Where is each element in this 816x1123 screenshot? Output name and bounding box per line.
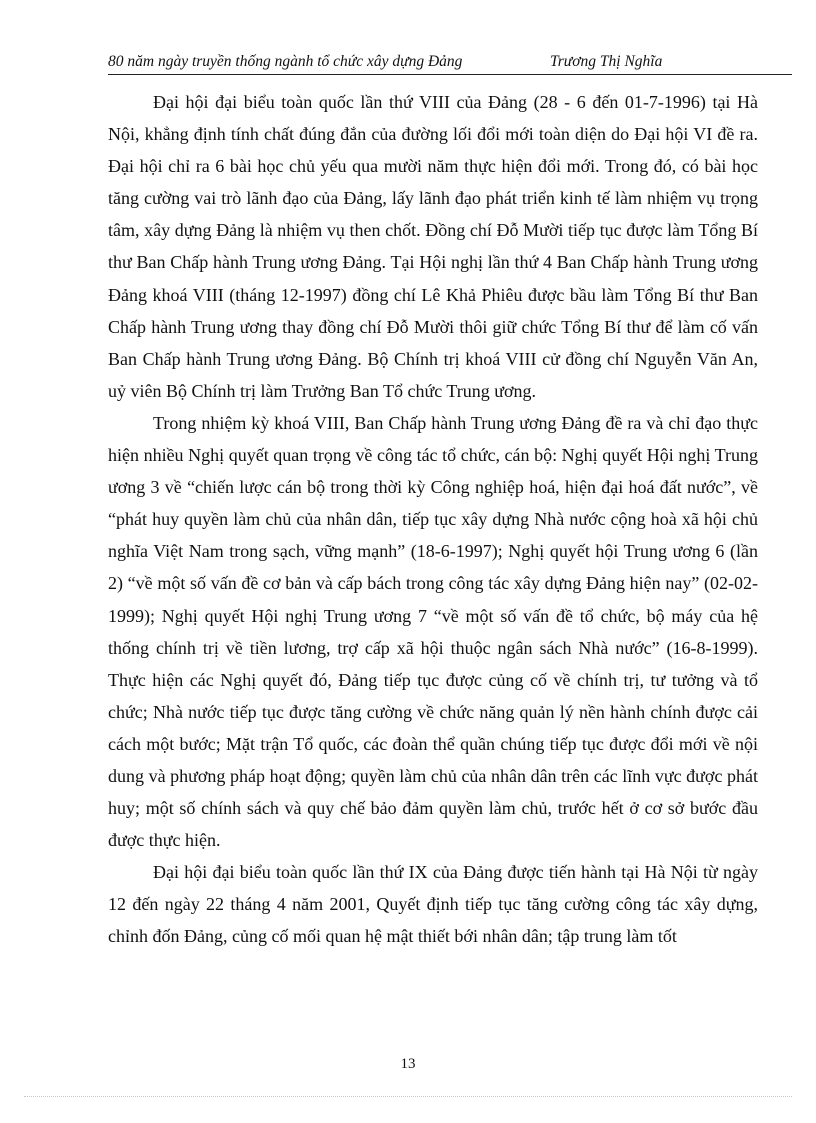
header-author: Trương Thị Nghĩa [550, 53, 663, 70]
page-break-divider [24, 1096, 792, 1097]
page-header [108, 50, 792, 75]
paragraph: Đại hội đại biểu toàn quốc lần thứ IX của Đảng được tiến hành tại Hà Nội từ ngày 12 đến ngày 22 tháng 4 năm 2001, Quyết định tiếp tục tăng cường công tác xây dựng, chỉnh đốn Đảng, củng cố mối quan hệ mật thiết bới nhân dân; tập trung làm tốt [108, 862, 758, 947]
body-text [108, 86, 758, 953]
header-title: 80 năm ngày truyền thống ngành tổ chức xây dựng Đảng [108, 53, 463, 70]
paragraph: Trong nhiệm kỳ khoá VIII, Ban Chấp hành Trung ương Đảng đề ra và chỉ đạo thực hiện nhiều Nghị quyết quan trọng về công tác tổ chức, cán bộ: Nghị quyết Hội nghị Trung ương 3 về “chiến lược cán bộ trong thời kỳ Công nghiệp hoá, hiện đại hoá đất nước”, về “phát huy quyền làm chủ của nhân dân, tiếp tục xây dựng Nhà nước cộng hoà xã hội chủ nghĩa Việt Nam trong sạch, vững mạnh” (18-6-1997); Nghị quyết hội Trung ương 6 (lần 2) “về một số vấn đề cơ bản và cấp bách trong công tác xây dựng Đảng hiện nay” (02-02-1999); Nghị quyết Hội nghị Trung ương 7 “về một số vấn đề tổ chức, bộ máy của hệ thống chính trị về tiền lương, trợ cấp xã hội thuộc ngân sách Nhà nước” (16-8-1999). Thực hiện các Nghị quyết đó, Đảng tiếp tục được củng cố về chính trị, tư tưởng và tổ chức; Nhà nước tiếp tục được tăng cường về chức năng quản lý nền hành chính được cải cách một bước; Mặt trận Tổ quốc, các đoàn thể quần chúng tiếp tục được đổi mới về nội dung và phương pháp hoạt động; quyền làm chủ của nhân dân trên các lĩnh vực được phát huy; một số chính sách và quy chế bảo đảm quyền làm chủ, trước hết ở cơ sở bước đầu được thực hiện. [108, 412, 758, 851]
paragraph: Đại hội đại biểu toàn quốc lần thứ VIII của Đảng (28 - 6 đến 01-7-1996) tại Hà Nội, khẳng định tính chất đúng đắn của đường lối đổi mới toàn diện do Đại hội VI đề ra. Đại hội chỉ ra 6 bài học chủ yếu qua mười năm thực hiện đổi mới. Trong đó, có bài học tăng cường vai trò lãnh đạo của Đảng, lấy lãnh đạo phát triển kinh tế làm nhiệm vụ trọng tâm, xây dựng Đảng là nhiệm vụ then chốt. Đồng chí Đỗ Mười tiếp tục được làm Tổng Bí thư Ban Chấp hành Trung ương Đảng. Tại Hội nghị lần thứ 4 Ban Chấp hành Trung ương Đảng khoá VIII (tháng 12-1997) đồng chí Lê Khả Phiêu được bầu làm Tổng Bí thư Ban Chấp hành Trung ương thay đồng chí Đỗ Mười thôi giữ chức Tổng Bí thư để làm cố vấn Ban Chấp hành Trung ương Đảng. Bộ Chính trị khoá VIII cử đồng chí Nguyễn Văn An, uỷ viên Bộ Chính trị làm Trưởng Ban Tổ chức Trung ương. [108, 92, 758, 401]
page-number: 13 [400, 1056, 416, 1072]
